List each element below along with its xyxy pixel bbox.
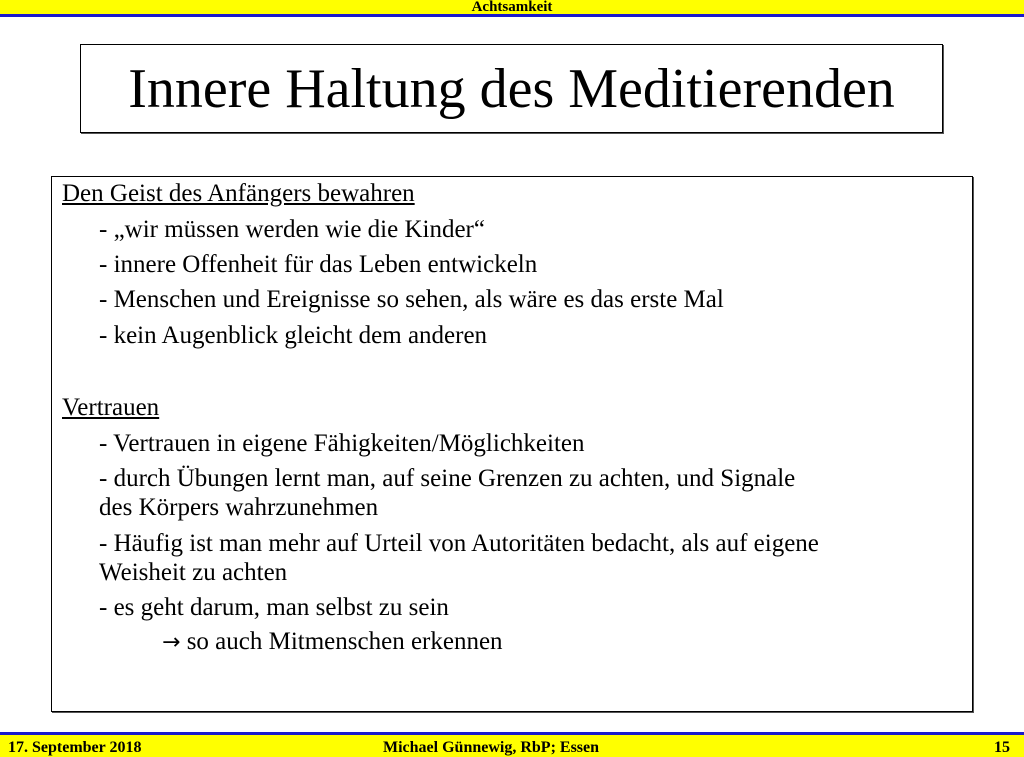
title-box: [80, 44, 943, 133]
section-heading-beginners-mind: Den Geist des Anfängers bewahren: [62, 180, 415, 207]
footer-date: 17. September 2018: [8, 739, 142, 756]
page-number: 15: [994, 739, 1010, 756]
content-box: [51, 176, 973, 712]
bullet-line: - es geht darum, man selbst zu sein: [99, 594, 449, 621]
bullet-line-continuation: des Körpers wahrzunehmen: [99, 494, 379, 521]
footer-author: Michael Günnewig, RbP; Essen: [383, 739, 600, 756]
bullet-line-continuation: Weisheit zu achten: [99, 559, 288, 586]
bullet-line: - durch Übungen lernt man, auf seine Grenzen zu achten, und Signale: [99, 465, 796, 492]
footer-bar: [0, 732, 1024, 757]
bullet-line: - Menschen und Ereignisse so sehen, als wäre es das erste Mal: [99, 286, 724, 313]
arrow-line-text: so auch Mitmenschen erkennen: [186, 628, 503, 655]
header-topic: Achtsamkeit: [471, 0, 553, 15]
slide-title: Innere Haltung des Meditierenden: [128, 58, 895, 120]
bullet-line: - kein Augenblick gleicht dem anderen: [99, 322, 488, 349]
bullet-line: - „wir müssen werden wie die Kinder“: [99, 216, 485, 243]
section-heading-trust: Vertrauen: [62, 394, 160, 421]
bullet-line: - Häufig ist man mehr auf Urteil von Autoritäten bedacht, als auf eigene: [99, 530, 819, 557]
arrow-line: [162, 628, 503, 657]
bullet-line: - innere Offenheit für das Leben entwickeln: [99, 251, 538, 278]
header-bar: [0, 0, 1024, 17]
arrow-right-icon: →: [162, 630, 181, 655]
bullet-line: - Vertrauen in eigene Fähigkeiten/Möglichkeiten: [99, 430, 585, 457]
